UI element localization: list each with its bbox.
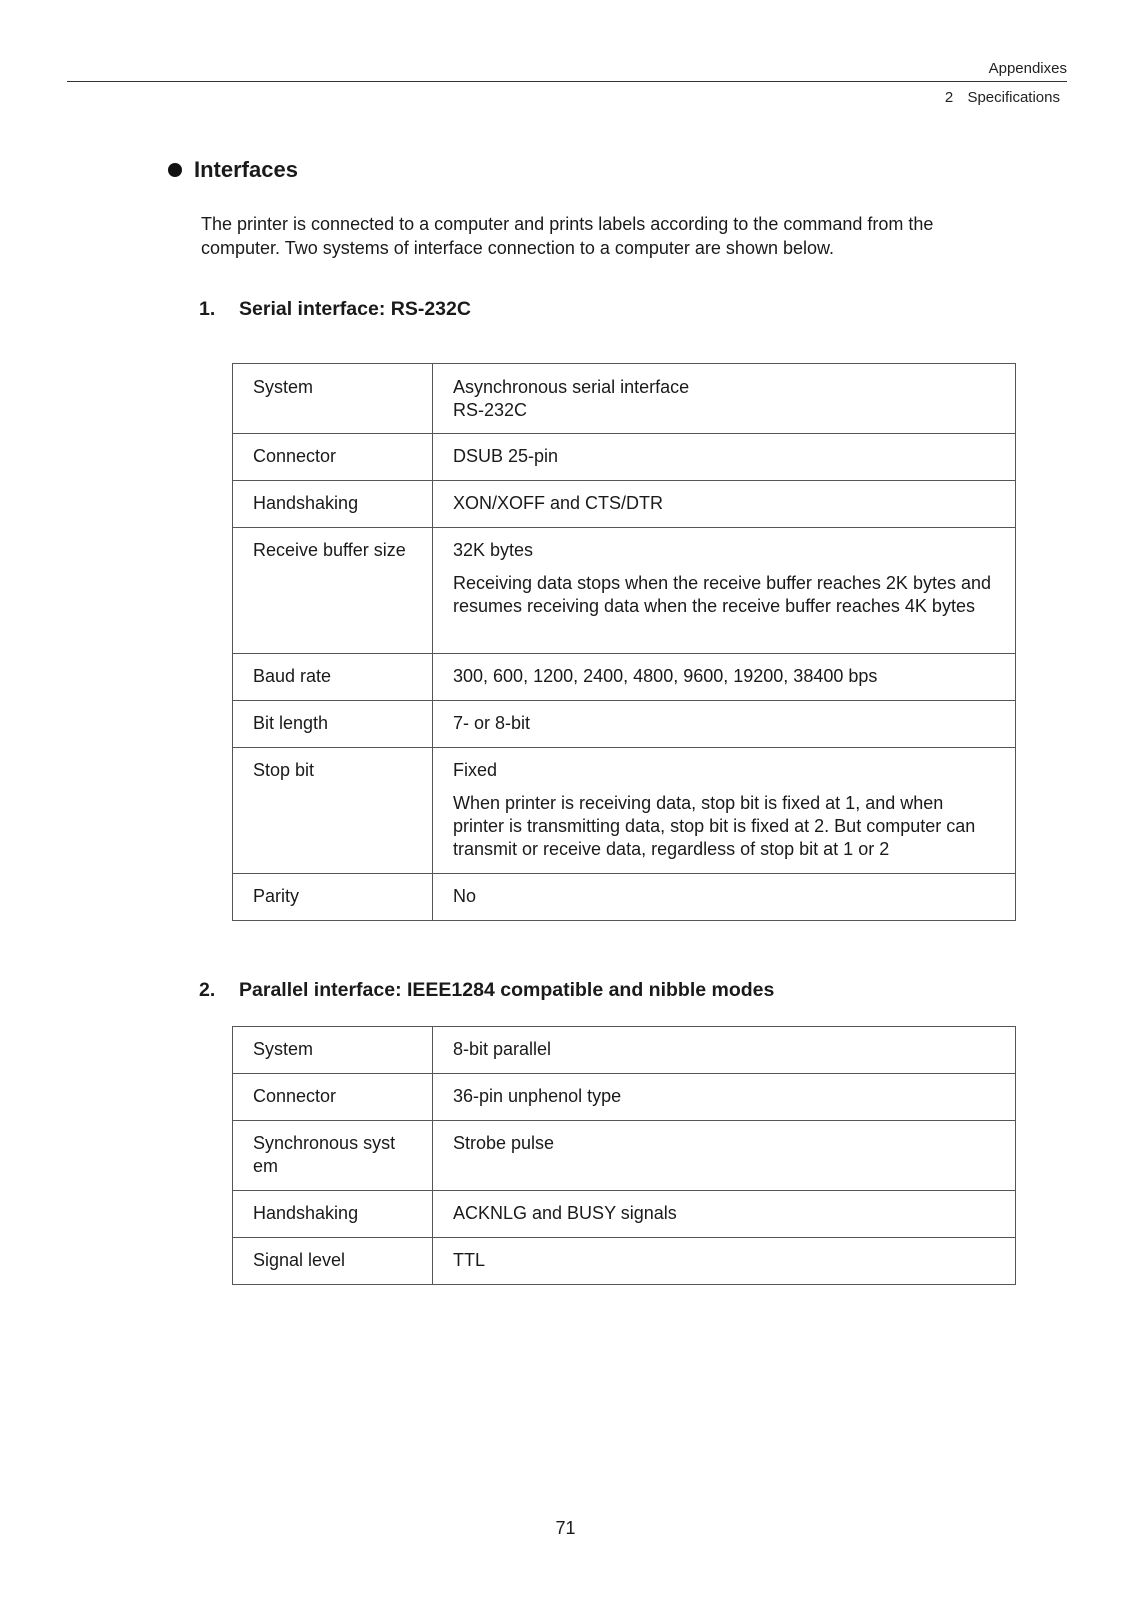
spec-label: Stop bit bbox=[233, 748, 433, 874]
spec-label: Connector bbox=[233, 434, 433, 481]
spec-value-line: 32K bytes bbox=[453, 540, 534, 560]
spec-value bbox=[433, 748, 1016, 874]
spec-value bbox=[433, 364, 1016, 434]
spec-label: Signal level bbox=[233, 1238, 433, 1285]
serial-spec-table bbox=[232, 363, 1016, 921]
serial-heading-number: 1. bbox=[199, 298, 216, 320]
spec-value: ACKNLG and BUSY signals bbox=[433, 1191, 1016, 1238]
table-row bbox=[233, 1121, 1016, 1191]
spec-label: System bbox=[233, 1027, 433, 1074]
section-heading-text: Interfaces bbox=[194, 157, 298, 182]
bullet-icon bbox=[168, 163, 182, 177]
table-row bbox=[233, 364, 1016, 434]
table-row bbox=[233, 434, 1016, 481]
parallel-heading-number: 2. bbox=[199, 979, 216, 1001]
header-divider bbox=[67, 81, 1067, 82]
spec-label: Handshaking bbox=[233, 481, 433, 528]
section-heading bbox=[168, 157, 298, 183]
spec-value: 8-bit parallel bbox=[433, 1027, 1016, 1074]
spec-label: System bbox=[233, 364, 433, 434]
spec-value: No bbox=[433, 874, 1016, 921]
spec-value-line: Asynchronous serial interface bbox=[453, 377, 690, 397]
spec-label: Handshaking bbox=[233, 1191, 433, 1238]
page-number: 71 bbox=[555, 1518, 576, 1538]
spec-value: 300, 600, 1200, 2400, 4800, 9600, 19200, 38400 bps bbox=[433, 654, 1016, 701]
spec-value: XON/XOFF and CTS/DTR bbox=[433, 481, 1016, 528]
parallel-heading-title: Parallel interface: IEEE1284 compatible and nibble modes bbox=[239, 979, 775, 1001]
table-row bbox=[233, 701, 1016, 748]
table-row bbox=[233, 1191, 1016, 1238]
spec-note: Receiving data stops when the receive buffer reaches 2K bytes and resumes receiving data when the receive buffer reaches 4K bytes bbox=[453, 573, 991, 616]
spec-label: Baud rate bbox=[233, 654, 433, 701]
spec-note: When printer is receiving data, stop bit is fixed at 1, and when printer is transmitting data, stop bit is fixed at 2. But computer can transmit or receive data, regardless of stop bit at 1 or 2 bbox=[453, 793, 976, 859]
serial-heading-title: Serial interface: RS-232C bbox=[239, 298, 471, 320]
table-row bbox=[233, 874, 1016, 921]
table-row bbox=[233, 528, 1016, 654]
table-row bbox=[233, 654, 1016, 701]
spec-value-line: RS-232C bbox=[453, 400, 528, 420]
spec-label: Receive buffer size bbox=[233, 528, 433, 654]
spec-value: 7- or 8-bit bbox=[433, 701, 1016, 748]
table-row bbox=[233, 1238, 1016, 1285]
table-row bbox=[233, 748, 1016, 874]
parallel-spec-table bbox=[232, 1026, 1016, 1285]
spec-label: Parity bbox=[233, 874, 433, 921]
spec-value: Strobe pulse bbox=[433, 1121, 1016, 1191]
spec-value: 36-pin unphenol type bbox=[433, 1074, 1016, 1121]
table-row bbox=[233, 1074, 1016, 1121]
parallel-heading bbox=[199, 979, 774, 1002]
spec-value: DSUB 25-pin bbox=[433, 434, 1016, 481]
spec-label: Synchronous syst em bbox=[233, 1121, 433, 1191]
table-row bbox=[233, 1027, 1016, 1074]
spec-value: TTL bbox=[433, 1238, 1016, 1285]
serial-heading bbox=[199, 298, 471, 321]
table-row bbox=[233, 481, 1016, 528]
spec-label: Connector bbox=[233, 1074, 433, 1121]
section-number: 2 bbox=[944, 89, 954, 106]
spec-label: Bit length bbox=[233, 701, 433, 748]
intro-paragraph: The printer is connected to a computer and prints labels according to the command from the computer. Two systems of interface connection to a computer are shown below. bbox=[201, 214, 934, 258]
spec-value-line: Fixed bbox=[453, 760, 498, 780]
section-title: Specifications bbox=[967, 89, 1060, 106]
running-header-section bbox=[945, 89, 1060, 106]
running-header-chapter: Appendixes bbox=[988, 60, 1067, 77]
spec-value bbox=[433, 528, 1016, 654]
